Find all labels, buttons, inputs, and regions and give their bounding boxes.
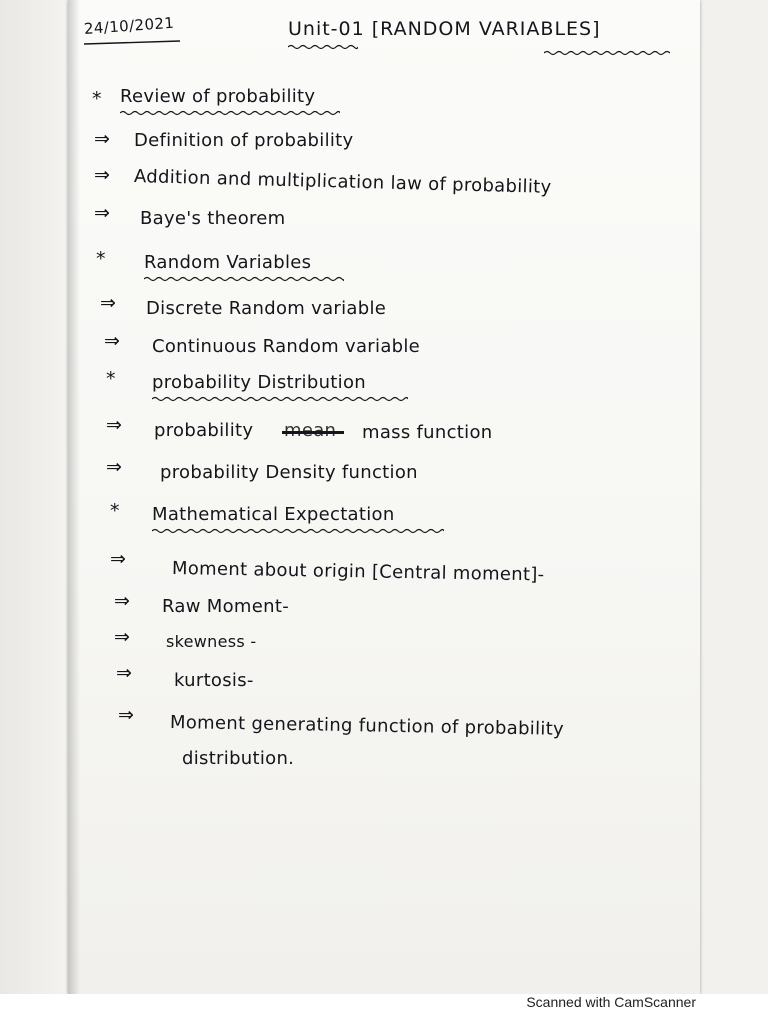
bullet-star: * — [110, 500, 120, 522]
list-item: Raw Moment- — [162, 596, 289, 617]
heading-wavy-underline — [144, 276, 344, 282]
bullet-arrow: ⇒ — [104, 330, 120, 352]
left-gutter — [0, 0, 68, 1024]
bullet-arrow: ⇒ — [114, 590, 130, 612]
bullet-arrow: ⇒ — [106, 414, 122, 436]
list-item: kurtosis- — [174, 670, 254, 691]
strike-through-scribble — [282, 431, 344, 434]
list-item: Baye's theorem — [140, 208, 286, 229]
bullet-star: * — [92, 88, 102, 110]
list-item: Discrete Random variable — [146, 298, 387, 319]
bullet-arrow: ⇒ — [94, 202, 110, 224]
list-item-part: mass function — [362, 422, 493, 443]
bullet-arrow: ⇒ — [106, 456, 122, 478]
note-date: 24/10/2021 — [83, 13, 175, 38]
bullet-arrow: ⇒ — [114, 626, 130, 648]
list-item-part: probability — [154, 420, 254, 441]
scanner-watermark: Scanned with CamScanner — [526, 994, 696, 1010]
list-item: probability Density function — [160, 462, 418, 483]
heading-wavy-underline — [120, 110, 340, 116]
list-item-heading: Review of probability — [120, 86, 316, 107]
bullet-star: * — [106, 368, 116, 390]
list-item: Moment generating function of probability — [169, 712, 565, 740]
heading-wavy-underline — [152, 396, 408, 402]
list-item: Addition and multiplication law of probability — [133, 166, 552, 198]
list-item: Moment about origin [Central moment]- — [171, 558, 545, 586]
list-item-heading: Mathematical Expectation — [152, 504, 395, 525]
bullet-arrow: ⇒ — [118, 704, 134, 726]
heading-wavy-underline — [152, 528, 444, 534]
bullet-star: * — [96, 248, 106, 270]
bullet-arrow: ⇒ — [116, 662, 132, 684]
list-item: Continuous Random variable — [152, 336, 421, 357]
page-title: Unit-01 [RANDOM VARIABLES] — [288, 18, 601, 40]
list-item-heading: probability Distribution — [152, 372, 366, 393]
bullet-arrow: ⇒ — [110, 548, 126, 570]
list-item-continuation: distribution. — [182, 748, 295, 769]
list-item-heading: Random Variables — [144, 252, 312, 273]
list-item: Definition of probability — [134, 130, 354, 151]
title-wavy-underline-variables — [544, 50, 670, 56]
bullet-arrow: ⇒ — [94, 164, 110, 186]
bullet-arrow: ⇒ — [94, 128, 110, 150]
list-item: skewness - — [166, 632, 257, 651]
page-edge-shadow — [68, 0, 80, 994]
bullet-arrow: ⇒ — [100, 292, 116, 314]
title-wavy-underline-unit — [288, 44, 358, 50]
date-underline — [84, 40, 180, 46]
